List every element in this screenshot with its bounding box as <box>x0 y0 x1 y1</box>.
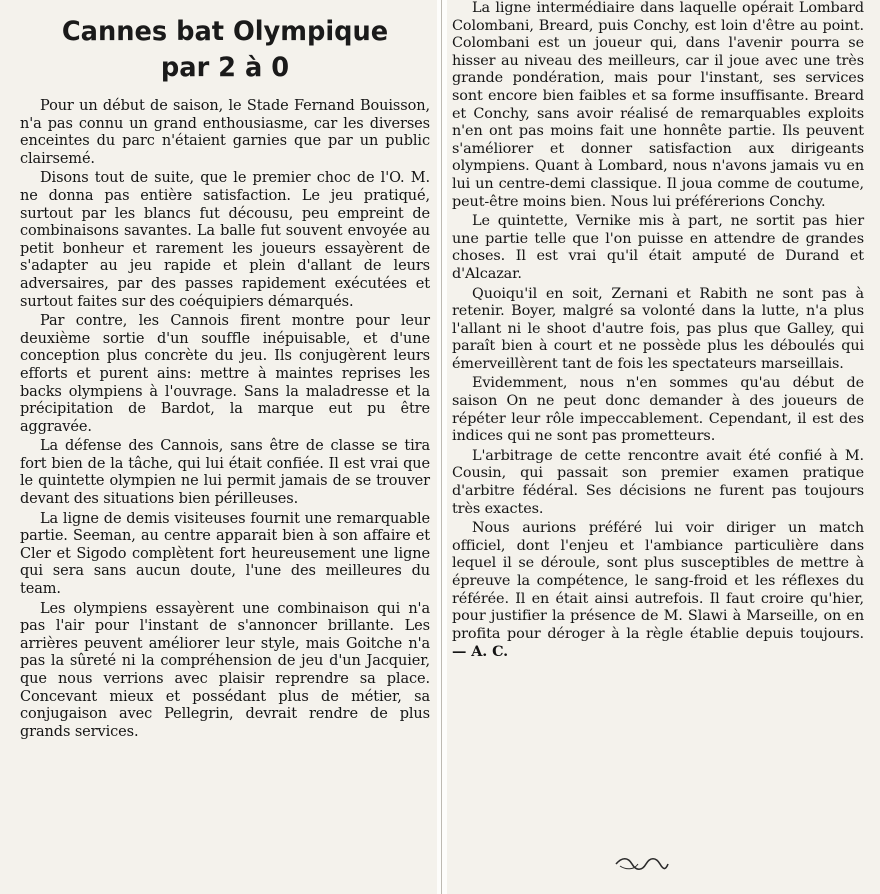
paragraph: L'arbitrage de cette rencontre avait été confié à M. Cousin, qui passait son premier examen pratique d'arbitre fédéral. Ses décisions ne furent pas toujours très exactes. <box>452 447 864 517</box>
paragraph: Pour un début de saison, le Stade Fernand Bouisson, n'a pas connu un grand enthousiasme, car les diverses enceintes du parc n'étaient garnies que par un public clairsemé. <box>20 98 430 167</box>
paragraph: La défense des Cannois, sans être de classe se tira fort bien de la tâche, qui lui était confiée. Il est vrai que le quintette olympien ne lui permit jamais de se trouver devant des situations bien périlleuses. <box>20 438 430 508</box>
column-rule <box>441 0 442 894</box>
left-column <box>20 0 430 741</box>
paragraph-text: Nous aurions préféré lui voir diriger un match officiel, dont l'enjeu et l'ambiance particulière dans lequel il se déroule, sont plus susceptibles de mettre à épreuve la compétence, le sang-froid et les réflexes du référée. Il en était ainsi autrefois. Il faut croire qu'hier, pour justifier la présence de M. Slawi à Marseille, on en profita pour déroger à la règle établie depuis toujours. <box>452 520 864 642</box>
paragraph: Par contre, les Cannois firent montre pour leur deuxième sortie d'un souffle inépuisable, et d'une conception plus concrète du jeu. Ils conjugèrent leurs efforts et purent ains: mettre à maintes reprises les backs olympiens à l'ouvrage. Sans la maladresse et la précipitation de Bardot, la marque eut pu être aggravée. <box>20 313 430 435</box>
paragraph: Le quintette, Vernike mis à part, ne sortit pas hier une partie telle que l'on puisse en attendre de grandes choses. Il est vrai qu'il était amputé de Durand et d'Alcazar. <box>452 213 864 282</box>
paragraph: Les olympiens essayèrent une combinaison qui n'a pas l'air pour l'instant de s'annoncer brillante. Les arrières peuvent améliorer leur style, mais Goitche n'a pas la sûreté ni la compréhension de jeu d'un Jacquier, que nous verrions avec plaisir reprendre sa place. Concevant mieux et possédant plus de métier, sa conjugaison avec Pellegrin, devrait rendre de plus grands services. <box>20 600 430 740</box>
column-gutter <box>437 0 447 894</box>
right-column <box>452 0 864 662</box>
paragraph: Disons tout de suite, que le premier choc de l'O. M. ne donna pas entière satisfaction. Le jeu pratiqué, surtout par les blancs fut décousu, peu empreint de combinaisons savantes. La balle fut souvent envoyée au petit bonheur et rarement les joueurs essayèrent de s'adapter au jeu rapide et plein d'allant de leurs adversaires, par des passes rapidement exécutées et surtout faites sur des coéquipiers démarqués. <box>20 170 430 310</box>
paragraph: La ligne intermédiaire dans laquelle opérait Lombard Colombani, Breard, puis Conchy, est loin d'être au point. Colombani est un joueur qui, dans l'avenir pourra se hisser au niveau des meilleurs, car il joue avec une très grande pondération, mais pour l'instant, ses services sont encore bien faibles et sa forme insuffisante. Breard et Conchy, sans avoir réalisé de remarquables exploits n'en ont pas moins fait une honnête partie. Ils peuvent s'améliorer et donner satisfaction aux dirigeants olympiens. Quant à Lombard, nous n'avons jamais vu en lui un centre-demi classique. Il joua comme de coutume, peut-être moins bien. Nous lui préférerions Conchy. <box>452 0 864 210</box>
last-paragraph <box>452 520 864 662</box>
paragraph: La ligne de demis visiteuses fournit une remarquable partie. Seeman, au centre apparait bien à son affaire et Cler et Sigodo complètent fort heureusement une ligne qui sera sans aucun doute, l'une des meilleures du team. <box>20 510 430 598</box>
paragraph: Quoiqu'il en soit, Zernani et Rabith ne sont pas à retenir. Boyer, malgré sa volonté dans la lutte, n'a plus l'allant ni le shoot d'autre fois, pas plus que Galley, qui paraît bien à court et ne possède plus les déboulés qui émerveillèrent tant de fois les spectateurs marseillais. <box>452 285 864 372</box>
article-headline <box>30 14 420 86</box>
author-signature: — A. C. <box>452 643 509 661</box>
end-ornament-icon <box>614 856 670 872</box>
headline-line-2: par 2 à 0 <box>160 52 290 83</box>
headline-line-1: Cannes bat Olympique <box>61 16 389 47</box>
paragraph: Evidemment, nous n'en sommes qu'au début de saison On ne peut donc demander à des joueurs de répéter leur rôle impeccablement. Cependant, il est des indices qui ne sont pas prometteurs. <box>452 375 864 445</box>
